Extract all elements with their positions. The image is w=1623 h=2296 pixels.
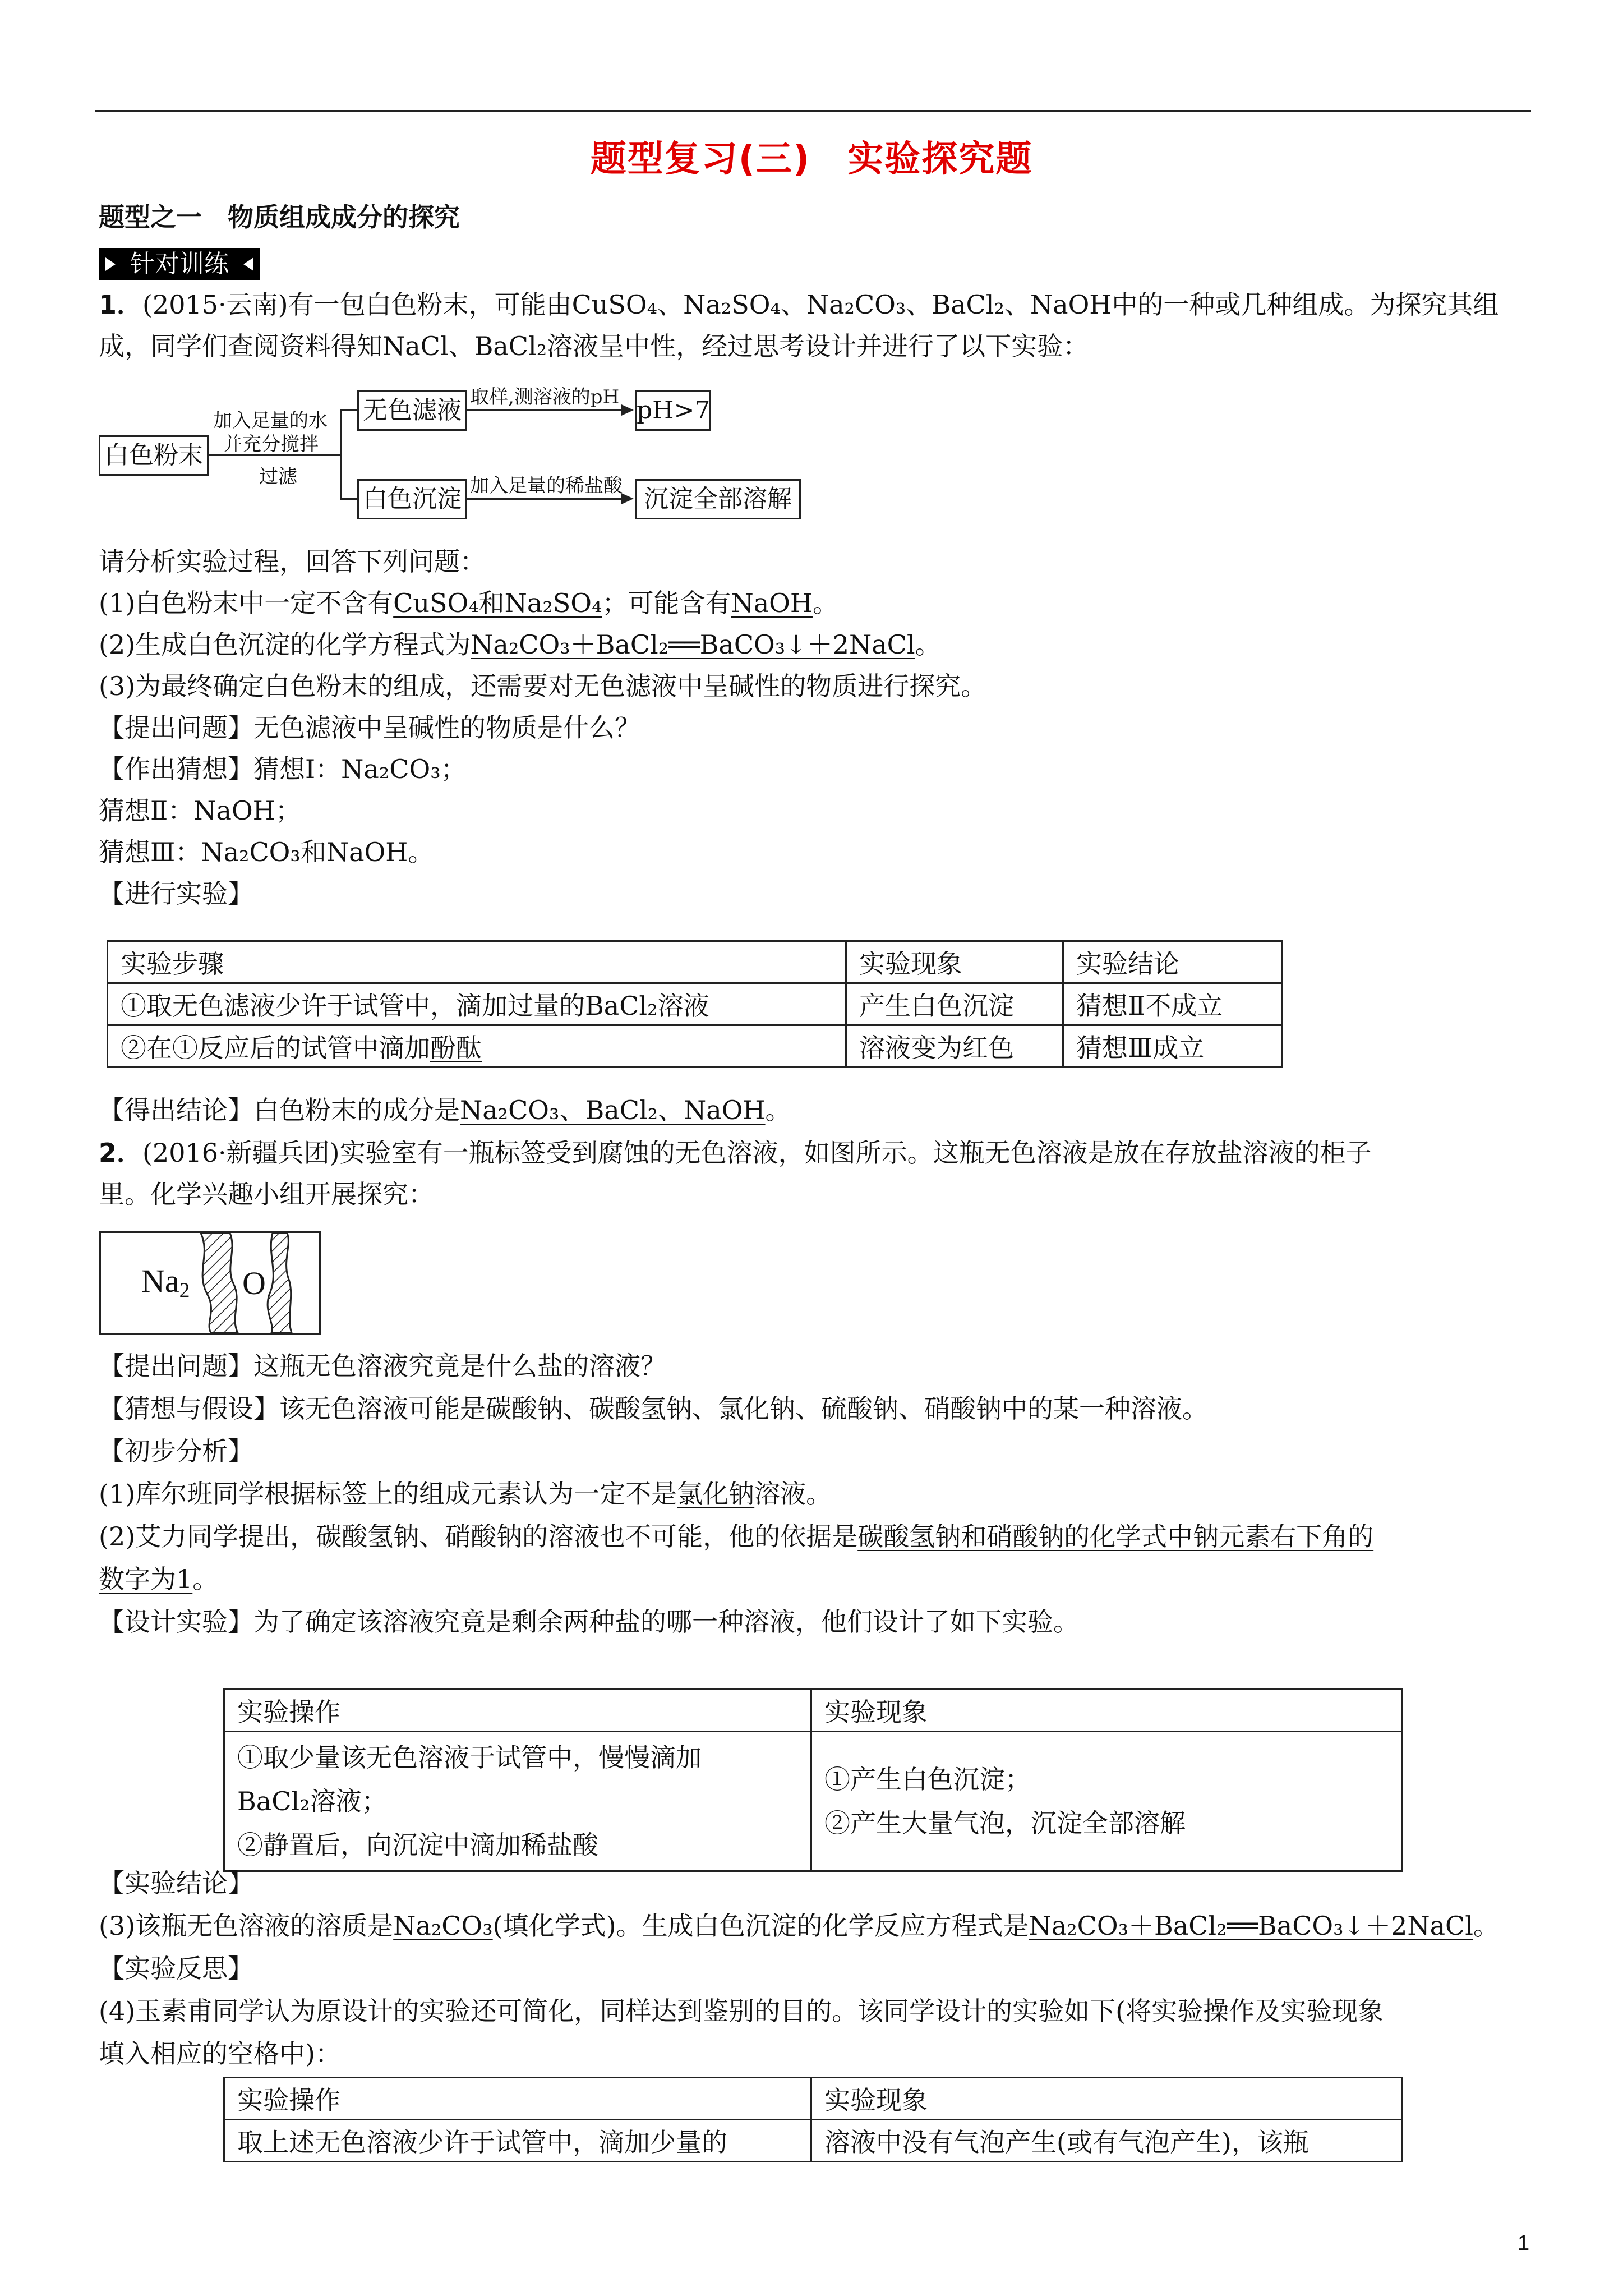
table-row: ②在①反应后的试管中滴加酚酞 溶液变为红色 猜想Ⅲ成立 — [108, 1025, 1283, 1068]
q2-analysis: 【初步分析】 — [99, 1436, 253, 1466]
q1-intro-line2: 成，同学们查阅资料得知NaCl、BaCl₂溶液呈中性，经过思考设计并进行了以下实验： — [99, 331, 1089, 361]
flow-filtrate-result-box: pH>7 — [635, 390, 711, 431]
q1-part1: (1)白色粉末中一定不含有CuSO₄和Na₂SO₄；可能含有NaOH。 — [99, 588, 838, 618]
section-heading: 题型之一 物质组成成分的探究 — [99, 202, 460, 232]
flow-start-box: 白色粉末 — [99, 435, 209, 476]
flow-line — [340, 498, 357, 500]
q1-guess1: 【作出猜想】猜想Ⅰ：Na₂CO₃； — [99, 754, 467, 784]
flow-filtrate-box: 无色滤液 — [357, 390, 467, 431]
arrow-right-icon — [621, 404, 634, 416]
q2-result-head: 【实验结论】 — [99, 1868, 253, 1898]
q1-experiment-table — [107, 940, 1283, 1068]
flow-step-label-1: 加入足量的水 — [213, 409, 328, 432]
q2-result-3: (3)该瓶无色溶液的溶质是Na₂CO₃(填化学式)。生成白色沉淀的化学反应方程式是Na₂CO₃＋BaCl₂══BaCO₃↓＋2NaCl。 — [99, 1911, 1499, 1941]
q2-intro-line1: 2．(2016·新疆兵团)实验室有一瓶标签受到腐蚀的无色溶液，如图所示。这瓶无色溶液是放在存放盐溶液的柜子 — [99, 1138, 1372, 1168]
q2-design: 【设计实验】为了确定该溶液究竟是剩余两种盐的哪一种溶液，他们设计了如下实验。 — [99, 1607, 1079, 1637]
q2-part4-line2: 填入相应的空格中)： — [99, 2039, 341, 2069]
q2-design-table — [223, 1688, 1403, 1872]
q1-part2: (2)生成白色沉淀的化学方程式为Na₂CO₃＋BaCl₂══BaCO₃↓＋2NaCl。 — [99, 629, 941, 660]
answer-blank: 碳酸氢钠和硝酸钠的化学式中钠元素右下角的 — [857, 1521, 1374, 1552]
arrow-right-icon — [621, 493, 634, 504]
answer-blank: Na₂CO₃ — [393, 1911, 493, 1941]
table-row: 取上述无色溶液少许于试管中，滴加少量的 溶液中没有气泡产生(或有气泡产生)，该瓶 — [224, 2120, 1403, 2162]
flow-line — [465, 498, 631, 500]
flow-precipitate-box: 白色沉淀 — [357, 479, 467, 519]
training-tag-label: 针对训练 — [130, 250, 229, 278]
q1-conclusion: 【得出结论】白色粉末的成分是Na₂CO₃、BaCl₂、NaOH。 — [99, 1095, 791, 1125]
corroded-label-figure — [99, 1231, 321, 1335]
q2-intro-line2: 里。化学兴趣小组开展探究： — [99, 1179, 434, 1209]
q2-analysis-2-cont: 数字为1。 — [99, 1564, 219, 1594]
q2-question: 【提出问题】这瓶无色溶液究竟是什么盐的溶液？ — [99, 1351, 666, 1381]
answer-blank: CuSO₄和Na₂SO₄ — [393, 588, 602, 618]
q2-simplified-table — [223, 2077, 1403, 2162]
label-o-text: O — [242, 1265, 266, 1301]
q2-hypothesis: 【猜想与假设】该无色溶液可能是碳酸钠、碳酸氢钠、氯化钠、硫酸钠、硝酸钠中的某一种溶液。 — [99, 1393, 1208, 1424]
table-row: 实验步骤 实验现象 实验结论 — [108, 941, 1283, 983]
flow-line — [340, 409, 357, 411]
table-row: ①取无色滤液少许于试管中，滴加过量的BaCl₂溶液 产生白色沉淀 猜想Ⅱ不成立 — [108, 983, 1283, 1025]
table-row: ①取少量该无色溶液于试管中，慢慢滴加 BaCl₂溶液； ②静置后，向沉淀中滴加稀盐酸 ①产生白色沉淀； ②产生大量气泡，沉淀全部溶解 — [224, 1732, 1403, 1871]
answer-blank: Na₂CO₃＋BaCl₂══BaCO₃↓＋2NaCl — [471, 629, 915, 660]
corroded-label-svg — [101, 1233, 319, 1333]
flow-line — [465, 409, 631, 411]
answer-blank: NaOH — [731, 588, 813, 618]
answer-blank: 酚酞 — [430, 1033, 482, 1063]
q1-guess2: 猜想Ⅱ：NaOH； — [99, 795, 301, 826]
q1-experiment: 【进行实验】 — [99, 878, 253, 909]
triangle-right-icon — [105, 257, 116, 271]
table-row: 实验操作 实验现象 — [224, 1690, 1403, 1732]
table-row: 实验操作 实验现象 — [224, 2078, 1403, 2120]
q2-analysis-2: (2)艾力同学提出，碳酸氢钠、硝酸钠的溶液也不可能，他的依据是碳酸氢钠和硝酸钠的化学式中钠元素右下角的 — [99, 1521, 1374, 1552]
q1-question: 【提出问题】无色滤液中呈碱性的物质是什么？ — [99, 712, 640, 743]
q2-analysis-1: (1)库尔班同学根据标签上的组成元素认为一定不是氯化钠溶液。 — [99, 1479, 832, 1509]
training-tag — [99, 248, 260, 280]
q1-intro-line1: 1．(2015·云南)有一包白色粉末，可能由CuSO₄、Na₂SO₄、Na₂CO₃、BaCl₂、NaOH中的一种或几种组成。为探究其组 — [99, 289, 1499, 320]
triangle-left-icon — [243, 257, 253, 271]
flow-branch-line — [340, 409, 342, 499]
label-na-text: $Na_2$ — [141, 1263, 190, 1303]
q1-analyze: 请分析实验过程，回答下列问题： — [99, 546, 486, 577]
flow-step-label-2: 并充分搅拌 — [223, 433, 319, 455]
q2-reflect: 【实验反思】 — [99, 1953, 253, 1984]
flow-step-label-3: 过滤 — [259, 466, 297, 488]
answer-blank: Na₂CO₃＋BaCl₂══BaCO₃↓＋2NaCl — [1029, 1911, 1473, 1941]
page-number: 1 — [1518, 2231, 1530, 2255]
answer-blank: Na₂CO₃、BaCl₂、NaOH — [460, 1095, 766, 1125]
q1-guess3: 猜想Ⅲ：Na₂CO₃和NaOH。 — [99, 837, 434, 867]
flow-filtrate-op: 取样,测溶液的pH — [470, 386, 620, 408]
flow-precipitate-op: 加入足量的稀盐酸 — [470, 475, 623, 497]
page-title: 题型复习(三) 实验探究题 — [590, 139, 1033, 180]
top-rule — [95, 110, 1531, 112]
flow-precipitate-result-box: 沉淀全部溶解 — [635, 479, 801, 519]
q2-part4-line1: (4)玉素甫同学认为原设计的实验还可简化，同样达到鉴别的目的。该同学设计的实验如下(将实验操作及实验现象 — [99, 1996, 1384, 2026]
answer-blank: 数字为1 — [99, 1564, 193, 1594]
q1-part3: (3)为最终确定白色粉末的组成，还需要对无色滤液中呈碱性的物质进行探究。 — [99, 671, 987, 701]
answer-blank: 氯化钠 — [677, 1479, 755, 1509]
